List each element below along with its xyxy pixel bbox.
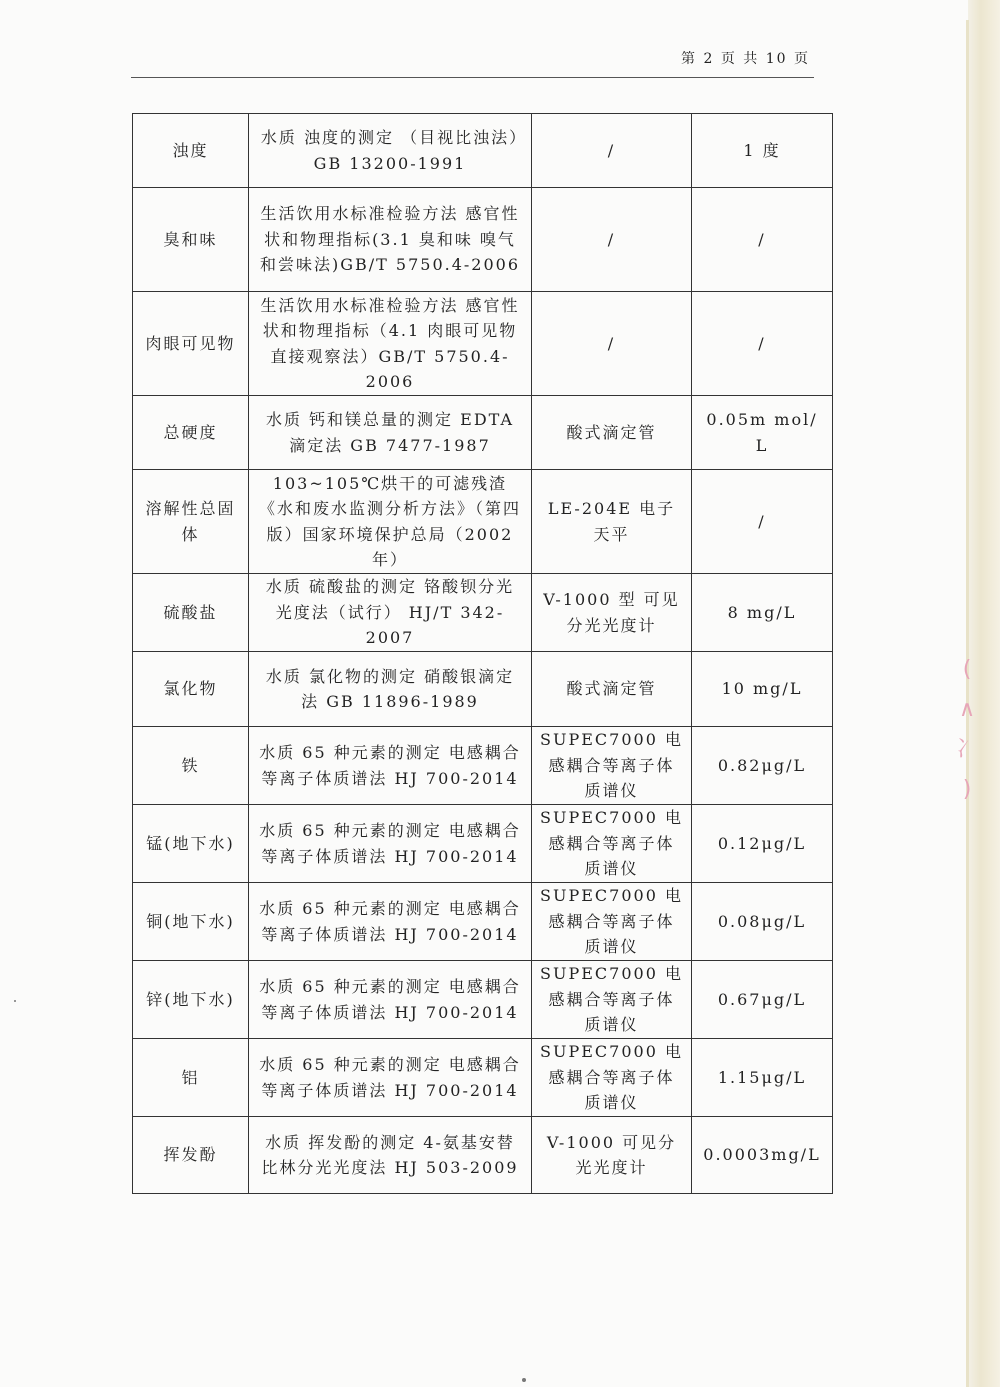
scan-speck <box>14 1000 16 1002</box>
item-cell: 铁 <box>133 727 249 805</box>
page-header <box>131 48 814 78</box>
instrument-cell: 酸式滴定管 <box>532 396 692 470</box>
page-indicator: 第 2 页 共 10 页 <box>681 51 810 67</box>
instrument-cell: LE-204E 电子天平 <box>532 470 692 574</box>
limit-cell: 0.67μg/L <box>692 961 833 1039</box>
item-cell: 锰(地下水) <box>133 805 249 883</box>
table-row <box>133 292 833 396</box>
instrument-cell: SUPEC7000 电感耦合等离子体质谱仪 <box>532 805 692 883</box>
instrument-cell: 酸式滴定管 <box>532 652 692 727</box>
instrument-cell: / <box>532 114 692 188</box>
limit-cell: / <box>692 470 833 574</box>
method-cell: 水质 硫酸盐的测定 铬酸钡分光光度法（试行） HJ/T 342-2007 <box>249 574 532 652</box>
item-cell: 铝 <box>133 1039 249 1117</box>
method-cell: 水质 65 种元素的测定 电感耦合等离子体质谱法 HJ 700-2014 <box>249 727 532 805</box>
limit-cell: 10 mg/L <box>692 652 833 727</box>
limit-cell: 0.0003mg/L <box>692 1117 833 1194</box>
method-cell: 水质 氯化物的测定 硝酸银滴定法 GB 11896-1989 <box>249 652 532 727</box>
table-row <box>133 961 833 1039</box>
item-cell: 锌(地下水) <box>133 961 249 1039</box>
test-method-table <box>132 113 833 1194</box>
limit-cell: 0.82μg/L <box>692 727 833 805</box>
table-row <box>133 805 833 883</box>
table-row <box>133 396 833 470</box>
item-cell: 臭和味 <box>133 188 249 292</box>
limit-cell: 0.12μg/L <box>692 805 833 883</box>
limit-cell: 1 度 <box>692 114 833 188</box>
table-row <box>133 1117 833 1194</box>
item-cell: 氯化物 <box>133 652 249 727</box>
table-row <box>133 114 833 188</box>
instrument-cell: SUPEC7000 电感耦合等离子体质谱仪 <box>532 883 692 961</box>
method-cell: 水质 挥发酚的测定 4-氨基安替比林分光光度法 HJ 503-2009 <box>249 1117 532 1194</box>
method-cell: 生活饮用水标准检验方法 感官性状和物理指标（4.1 肉眼可见物 直接观察法）GB/T 5750.4-2006 <box>249 292 532 396</box>
instrument-cell: / <box>532 188 692 292</box>
table-row <box>133 883 833 961</box>
method-cell: 103~105℃烘干的可滤残渣《水和废水监测分析方法》（第四版）国家环境保护总局（2002 年） <box>249 470 532 574</box>
limit-cell: 0.08μg/L <box>692 883 833 961</box>
item-cell: 挥发酚 <box>133 1117 249 1194</box>
limit-cell: / <box>692 292 833 396</box>
table-row <box>133 727 833 805</box>
instrument-cell: SUPEC7000 电感耦合等离子体质谱仪 <box>532 727 692 805</box>
instrument-cell: V-1000 型 可见分光光度计 <box>532 574 692 652</box>
instrument-cell: SUPEC7000 电感耦合等离子体质谱仪 <box>532 1039 692 1117</box>
item-cell: 溶解性总固体 <box>133 470 249 574</box>
limit-cell: 8 mg/L <box>692 574 833 652</box>
limit-cell: / <box>692 188 833 292</box>
item-cell: 总硬度 <box>133 396 249 470</box>
method-cell: 水质 65 种元素的测定 电感耦合等离子体质谱法 HJ 700-2014 <box>249 961 532 1039</box>
item-cell: 肉眼可见物 <box>133 292 249 396</box>
limit-cell: 1.15μg/L <box>692 1039 833 1117</box>
limit-cell: 0.05m mol/ L <box>692 396 833 470</box>
table-row <box>133 574 833 652</box>
method-cell: 水质 浊度的测定 （目视比浊法）GB 13200-1991 <box>249 114 532 188</box>
scan-speck <box>522 1378 526 1382</box>
item-cell: 浊度 <box>133 114 249 188</box>
table-row <box>133 188 833 292</box>
instrument-cell: / <box>532 292 692 396</box>
item-cell: 铜(地下水) <box>133 883 249 961</box>
item-cell: 硫酸盐 <box>133 574 249 652</box>
instrument-cell: SUPEC7000 电感耦合等离子体质谱仪 <box>532 961 692 1039</box>
method-cell: 水质 65 种元素的测定 电感耦合等离子体质谱法 HJ 700-2014 <box>249 1039 532 1117</box>
instrument-cell: V-1000 可见分光光度计 <box>532 1117 692 1194</box>
method-cell: 水质 65 种元素的测定 电感耦合等离子体质谱法 HJ 700-2014 <box>249 883 532 961</box>
method-cell: 生活饮用水标准检验方法 感官性状和物理指标(3.1 臭和味 嗅气和尝味法)GB/T 5750.4-2006 <box>249 188 532 292</box>
table-row <box>133 470 833 574</box>
method-cell: 水质 钙和镁总量的测定 EDTA 滴定法 GB 7477-1987 <box>249 396 532 470</box>
red-seal-fragment: ( ∧ 冫 ) <box>955 657 978 802</box>
table-row <box>133 1039 833 1117</box>
method-cell: 水质 65 种元素的测定 电感耦合等离子体质谱法 HJ 700-2014 <box>249 805 532 883</box>
table-row <box>133 652 833 727</box>
